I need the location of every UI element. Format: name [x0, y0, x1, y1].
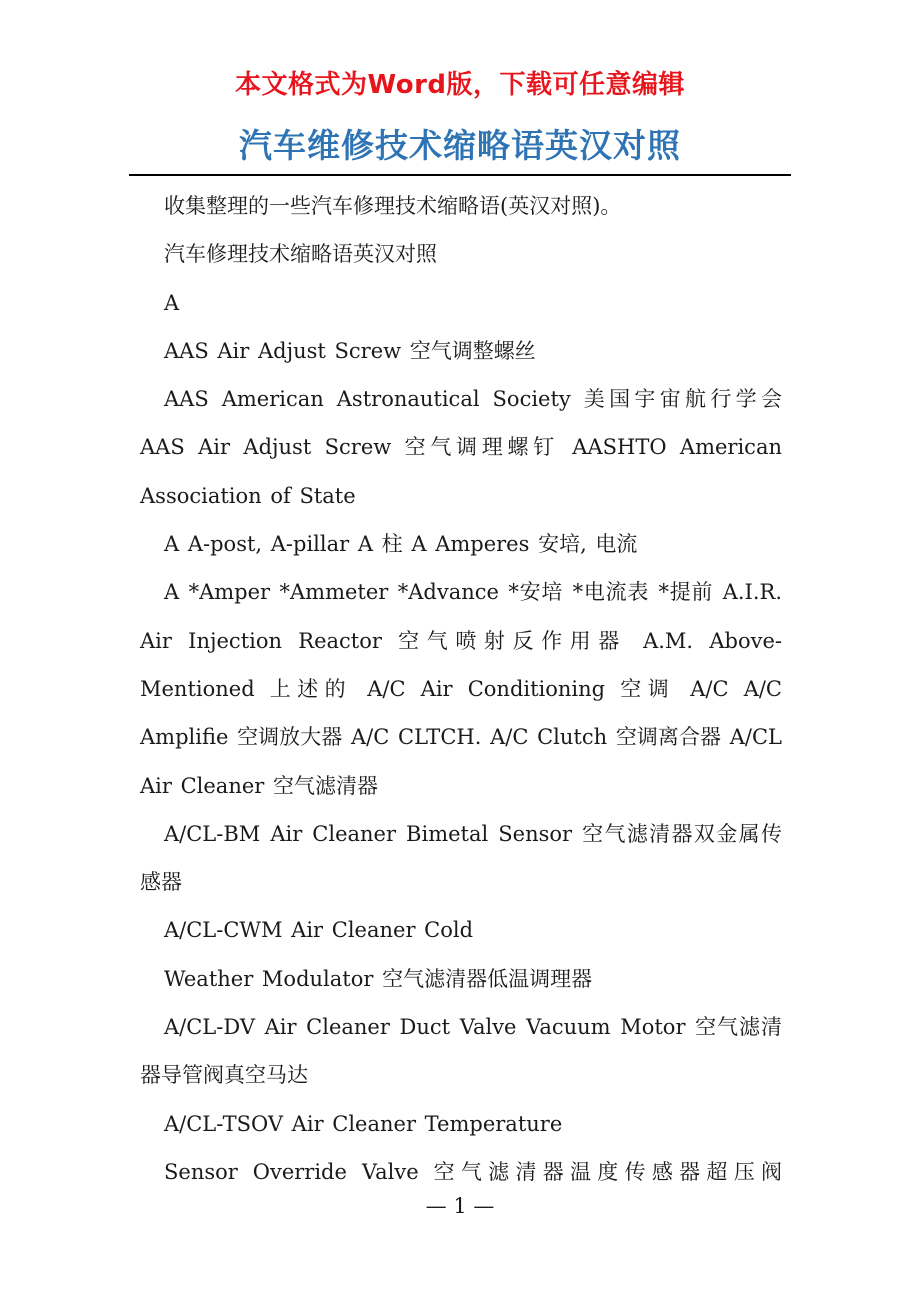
glossary-entry: A/CL-CWM Air Cleaner Cold	[164, 918, 474, 943]
page-title: 汽车维修技术缩略语英汉对照	[239, 126, 681, 165]
glossary-entry: Weather Modulator 空气滤清器低温调理器	[164, 966, 593, 991]
format-notice-banner: 本文格式为Word版，下载可任意编辑	[234, 70, 686, 100]
document-body	[140, 182, 782, 1196]
title-divider	[129, 174, 791, 176]
glossary-entry: AAS Air Adjust Screw 空气调整螺丝	[164, 338, 536, 363]
glossary-entry: A *Amper *Ammeter *Advance *安培 *电流表 *提前 A.I.R. Air Injection Reactor 空气喷射反作用器 A.M. Above-Mentioned 上述的 A/C Air Conditioning 空调 A/C A/C Amplifie 空调放大器 A/C CLTCH. A/C Clutch 空调离合器 A/CL Air Cleaner 空气滤清器	[140, 580, 782, 798]
glossary-entry: A/CL-TSOV Air Cleaner Temperature	[164, 1111, 563, 1136]
glossary-entry: A A-post, A-pillar A 柱 A Amperes 安培, 电流	[164, 532, 638, 557]
glossary-entry: A/CL-BM Air Cleaner Bimetal Sensor 空气滤清器双金属传感器	[140, 821, 782, 895]
glossary-entry: Sensor Override Valve 空气滤清器温度传感器超压阀	[164, 1159, 782, 1184]
page-number: — 1 —	[425, 1194, 495, 1218]
glossary-entry: A/CL-DV Air Cleaner Duct Valve Vacuum Motor 空气滤清器导管阀真空马达	[140, 1015, 782, 1088]
glossary-entry: AAS American Astronautical Society 美国宇宙航行学会 AAS Air Adjust Screw 空气调理螺钉 AASHTO American Association of State	[140, 387, 782, 508]
intro-paragraph: 收集整理的一些汽车修理技术缩略语(英汉对照)。	[164, 194, 622, 218]
letter-heading: A	[164, 290, 180, 315]
section-heading: 汽车修理技术缩略语英汉对照	[164, 242, 437, 267]
